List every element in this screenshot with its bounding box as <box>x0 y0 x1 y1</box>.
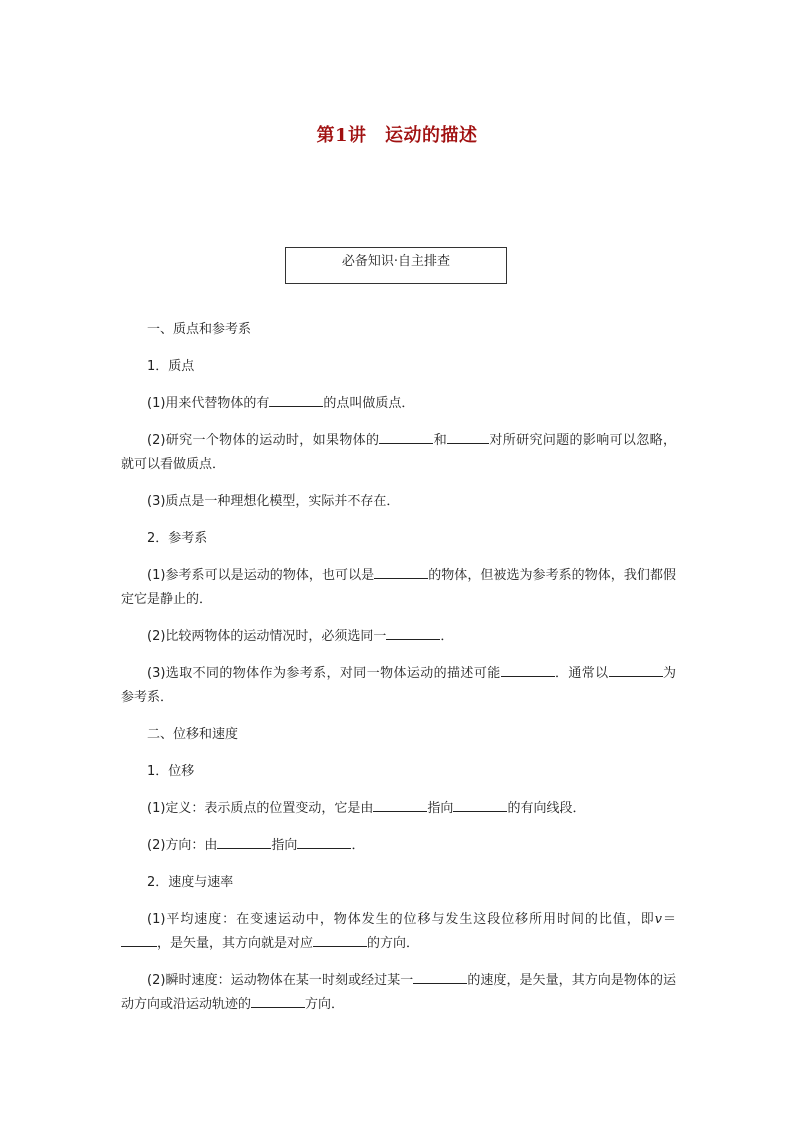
text-segment: 的有向线段． <box>507 801 586 816</box>
text-segment: 的速度，是矢量，其方向是物体的运动方向或沿运动轨迹的 <box>121 973 676 1012</box>
velocity-symbol: v <box>654 912 663 927</box>
text-segment: (1)参考系可以是运动的物体，也可以是 <box>147 568 375 583</box>
text-segment: ＝ <box>662 912 676 927</box>
text-segment: 指向 <box>427 801 454 816</box>
subsection-heading-reference-frame: 2．参考系 <box>147 531 208 546</box>
paragraph-velocity-1 <box>121 908 676 956</box>
fill-blank[interactable] <box>121 932 157 947</box>
paragraph-particle-2 <box>121 429 676 477</box>
subsection-heading-displacement: 1．位移 <box>147 764 195 779</box>
text-segment: 的点叫做质点． <box>323 396 415 411</box>
text-segment: 方向． <box>305 997 345 1012</box>
text-segment: 为参考系． <box>121 666 676 705</box>
document-body <box>121 318 676 1030</box>
fill-blank[interactable] <box>413 969 467 984</box>
fill-blank[interactable] <box>501 662 555 677</box>
text-segment: ． <box>440 629 454 644</box>
fill-blank[interactable] <box>379 429 433 444</box>
fill-blank[interactable] <box>453 797 507 812</box>
fill-blank[interactable] <box>251 993 305 1008</box>
section-heading-1: 一、质点和参考系 <box>147 322 252 337</box>
text-segment: (3)选取不同的物体作为参考系，对同一物体运动的描述可能 <box>147 666 501 681</box>
paragraph-velocity-2 <box>121 969 676 1017</box>
fill-blank[interactable] <box>217 834 271 849</box>
text-segment: 和 <box>433 433 448 448</box>
text-segment: (2)瞬时速度：运动物体在某一时刻或经过某一 <box>147 973 414 988</box>
subsection-heading-particle: 1．质点 <box>147 359 195 374</box>
text-segment: (1)用来代替物体的有 <box>147 396 270 411</box>
fill-blank[interactable] <box>447 429 489 444</box>
fill-blank[interactable] <box>269 392 323 407</box>
text-segment: 对所研究问题的影响可以忽略，就可以看做质点． <box>121 433 676 472</box>
fill-blank[interactable] <box>313 932 367 947</box>
text-segment: ． <box>351 838 365 853</box>
fill-blank[interactable] <box>297 834 351 849</box>
fill-blank[interactable] <box>374 564 428 579</box>
fill-blank[interactable] <box>386 625 440 640</box>
text-segment: (2)研究一个物体的运动时，如果物体的 <box>147 433 380 448</box>
section-label: 必备知识·自主排查 <box>341 254 451 269</box>
text-segment: (1)定义：表示质点的位置变动，它是由 <box>147 801 374 816</box>
text-segment: (2)比较两物体的运动情况时，必须选同一 <box>147 629 387 644</box>
subsection-heading-velocity: 2．速度与速率 <box>147 875 234 890</box>
section-label-box <box>285 247 507 284</box>
paragraph-particle-1 <box>121 392 676 416</box>
text-segment: ．通常以 <box>554 666 609 681</box>
paragraph-displacement-2 <box>121 834 676 858</box>
fill-blank[interactable] <box>609 662 663 677</box>
paragraph-reference-3 <box>121 662 676 710</box>
text-segment: (2)方向：由 <box>147 838 218 853</box>
paragraph-reference-2 <box>121 625 676 649</box>
text-segment: 的方向． <box>367 936 420 951</box>
fill-blank[interactable] <box>373 797 427 812</box>
text-segment: 指向 <box>271 838 298 853</box>
paragraph-displacement-1 <box>121 797 676 821</box>
section-heading-2: 二、位移和速度 <box>147 727 239 742</box>
page-title: 第1讲 运动的描述 <box>316 125 478 146</box>
text-segment: ，是矢量，其方向就是对应 <box>157 936 314 951</box>
paragraph-reference-1 <box>121 564 676 612</box>
text-segment: (1)平均速度：在变速运动中，物体发生的位移与发生这段位移所用时间的比值，即 <box>147 912 655 927</box>
text-segment: 的物体，但被选为参考系的物体，我们都假定它是静止的． <box>121 568 676 607</box>
paragraph-particle-3: (3)质点是一种理想化模型，实际并不存在． <box>147 494 400 509</box>
